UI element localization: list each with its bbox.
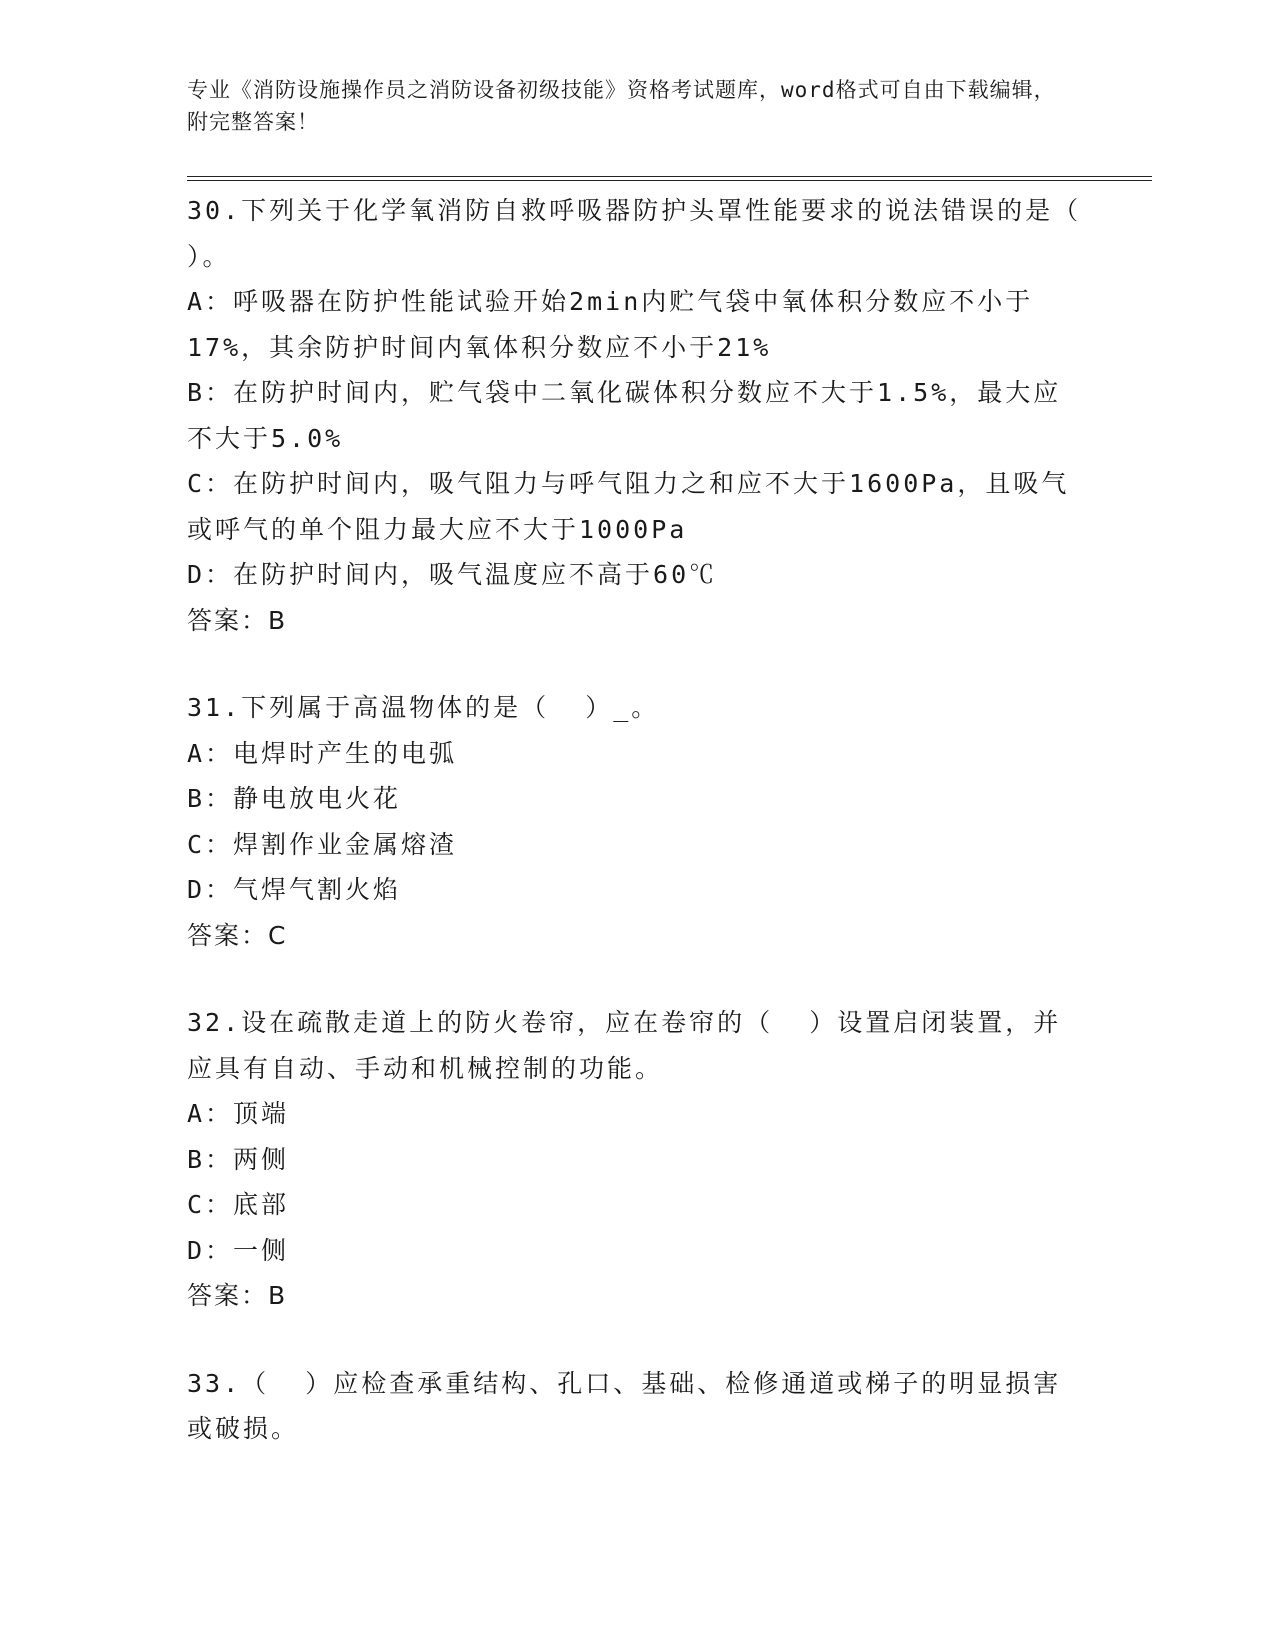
option-d: D：在防护时间内，吸气温度应不高于60℃ <box>187 560 718 589</box>
option-a: A：电焊时产生的电弧 <box>187 738 458 768</box>
answer-label: 答案：B <box>187 1281 288 1310</box>
question-list <box>187 188 1118 1494</box>
question-33 <box>187 1361 1087 1452</box>
answer-label: 答案：B <box>187 605 288 635</box>
question-stem: 32.设在疏散走道上的防火卷帘，应在卷帘的（ ）设置启闭装置，并应具有自动、手动和机械控制的功能。 <box>187 1008 1062 1083</box>
question-30 <box>187 188 1118 643</box>
question-stem: 30.下列关于化学氧消防自救呼吸器防护头罩性能要求的说法错误的是（ ）。 <box>187 196 1118 271</box>
option-d: D：气焊气割火焰 <box>187 875 402 904</box>
option-d: D：一侧 <box>187 1235 290 1265</box>
question-stem: 31.下列属于高温物体的是（ ）_。 <box>187 693 660 722</box>
document-header: 专业《消防设施操作员之消防设备初级技能》资格考试题库，word格式可自由下载编辑，附完整答案！ <box>187 78 1056 134</box>
question-32 <box>187 1000 1087 1319</box>
option-a: A：呼吸器在防护性能试验开始2min内贮气袋中氧体积分数应不小于17%，其余防护时间内氧体积分数应不小于21% <box>187 287 1034 362</box>
option-b: B：静电放电火花 <box>187 784 402 813</box>
option-c: C：底部 <box>187 1190 290 1219</box>
option-b: B：两侧 <box>187 1144 290 1174</box>
question-stem: 33.（ ）应检查承重结构、孔口、基础、检修通道或梯子的明显损害或破损。 <box>187 1368 1062 1443</box>
option-c: C：在防护时间内，吸气阻力与呼气阻力之和应不大于1600Pa，且吸气或呼气的单个阻力最大应不大于1000Pa <box>187 469 1070 544</box>
option-c: C：焊割作业金属熔渣 <box>187 829 458 859</box>
header-divider <box>187 176 1152 181</box>
option-a: A：顶端 <box>187 1099 290 1128</box>
option-b: B：在防护时间内，贮气袋中二氧化碳体积分数应不大于1.5%，最大应不大于5.0% <box>187 378 1062 453</box>
question-31 <box>187 685 1087 958</box>
answer-label: 答案：C <box>187 920 288 950</box>
